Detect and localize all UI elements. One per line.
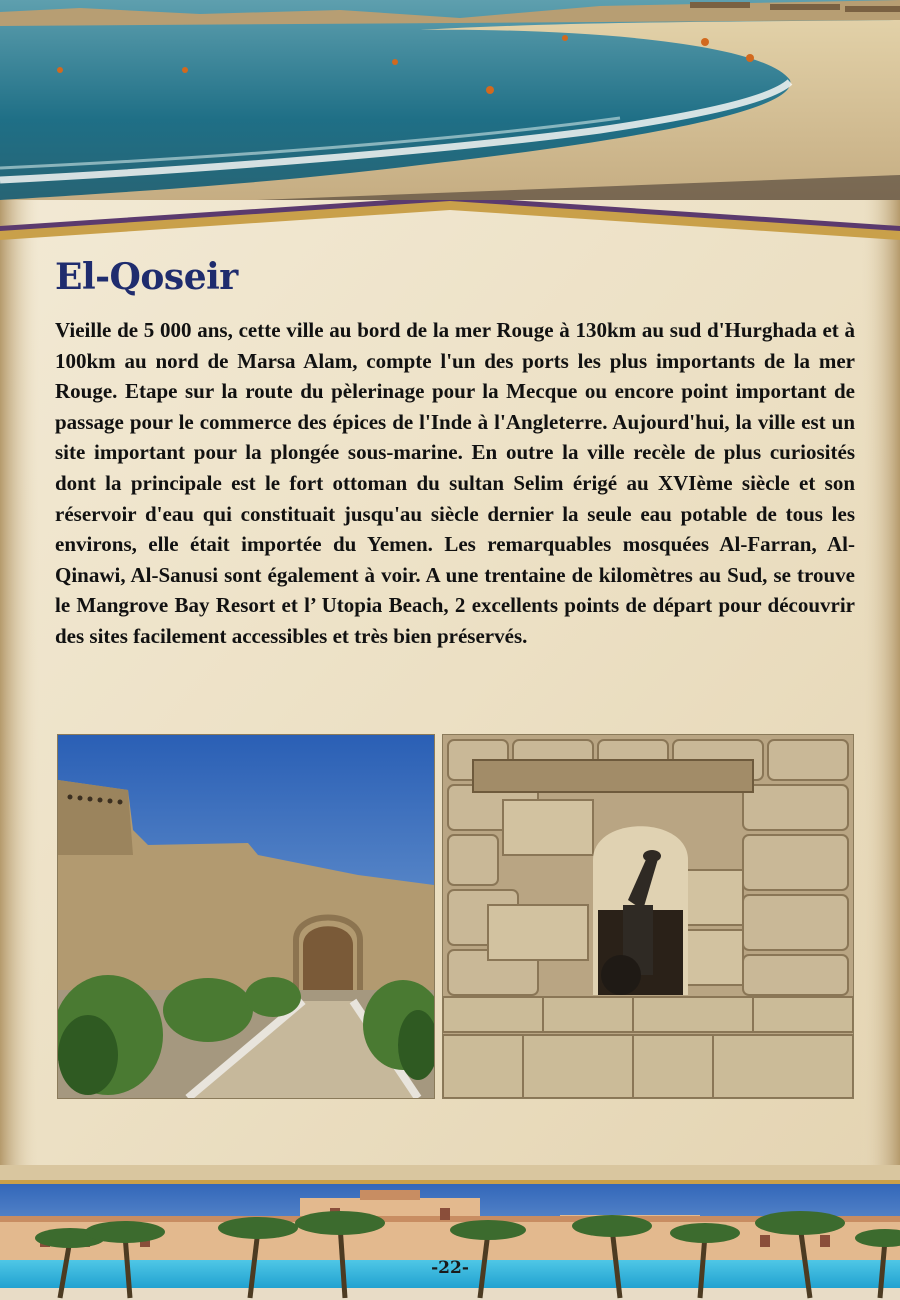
page-title: El-Qoseir [55,256,238,298]
cannon-photo [443,735,853,1098]
footer-resort-photo [0,1180,900,1300]
page-number: -22- [431,1258,469,1278]
fort-photo [58,735,434,1098]
article-body: Vieille de 5 000 ans, cette ville au bord de la mer Rouge à 130km au sud d'Hurghada et à 100km au nord de Marsa Alam, compte l'un des ports les plus importants de la mer Rouge. Etape sur la route du pèlerinage pour la Mecque ou encore point important de passage pour le commerce des épices de l'Inde à l'Angleterre. Aujourd'hui, la ville est un site important pour la plongée sous-marine. En outre la ville recèle de plus curiosités dont la principale est le fort ottoman du sultan Selim érigé au XVIème siècle et son réservoir d'eau qui constituait jusqu'au siècle dernier la seule eau potable de tous les environs, elle était importée du Yemen. Les remarquables mosquées Al-Farran, Al-Qinawi, Al-Sanusi sont également à voir. A une trentaine de kilomètres au Sud, se trouve le Mangrove Bay Resort et l’ Utopia Beach, 2 excellents points de départ pour découvrir des sites facilement accessibles et très bien préservés. [55,318,855,648]
